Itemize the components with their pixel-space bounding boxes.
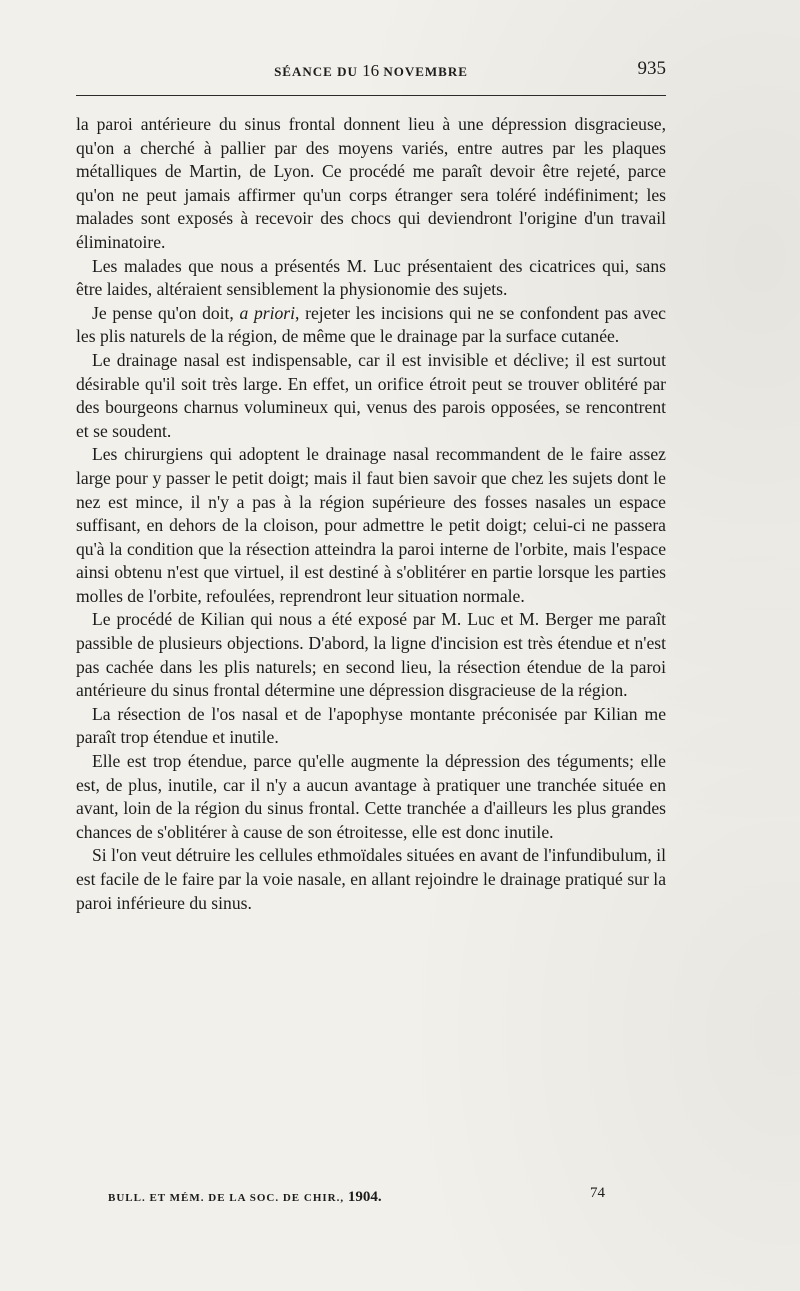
page-header (76, 58, 666, 82)
signature-mark: 74 (590, 1185, 605, 1201)
paragraph-1: la paroi antérieure du sinus frontal donnent lieu à une dépression disgracieuse, qu'on a cherché à pallier par des moyens variés, entre autres par les plaques métalliques de Martin, de Lyon. Ce procédé me paraît devoir être rejeté, parce qu'on ne peut jamais affirmer qu'un corps étranger sera toléré indéfiniment; les malades sont exposés à recevoir des chocs qui deviendront l'origine d'un travail éliminatoire. (76, 114, 666, 252)
paragraph-4: Le drainage nasal est indispensable, car il est invisible et déclive; il est surtout désirable qu'il soit très large. En effet, un orifice étroit peut se trouver oblitéré par des bourgeons charnus volumineux qui, venus des parois opposées, se rencontrent et se soudent. (76, 349, 666, 441)
paragraph-3-italic: a priori (239, 302, 296, 323)
paragraph-3 (76, 302, 666, 349)
page-number: 935 (637, 58, 666, 79)
paragraph-7: La résection de l'os nasal et de l'apophyse montante préconisée par Kilian me paraît trop étendue et inutile. (76, 703, 666, 748)
paragraph-6: Le procédé de Kilian qui nous a été exposé par M. Luc et M. Berger me paraît passible de plusieurs objections. D'abord, la ligne d'incision est très étendue et n'est pas cachée dans les plis naturels; en second lieu, la résection étendue de la paroi antérieure du sinus frontal détermine une dépression disgracieuse de la région. (76, 609, 666, 701)
running-title-a: SÉANCE DU (274, 64, 363, 79)
paragraph-5: Les chirurgiens qui adoptent le drainage nasal recommandent de le faire assez large pour y passer le petit doigt; mais il faut bien savoir que chez les sujets dont le nez est mince, il n'y a pas à la région supérieure des fosses nasales un espace suffisant, en dehors de la cloison, pour admettre le petit doigt; celui-ci ne passera qu'à la condition que la résection atteindra la paroi interne de l'orbite, mais l'espace ainsi obtenu n'est que virtuel, il est destiné à s'oblitérer en partie lorsque les parties molles de l'orbite, refoulées, reprendront leur situation normale. (76, 444, 666, 606)
page-footer (108, 1189, 628, 1206)
footer-year: 1904. (347, 1189, 382, 1205)
header-rule (76, 95, 666, 96)
paragraph-8: Elle est trop étendue, parce qu'elle augmente la dépression des téguments; elle est, de plus, inutile, car il n'y a aucun avantage à pratiquer une tranchée située en avant, loin de la région du sinus frontal. Cette tranchée a d'ailleurs les plus grandes chances de s'oblitérer à cause de son étroitesse, elle est donc inutile. (76, 751, 666, 842)
paragraph-3-a: Je pense qu'on doit, (92, 302, 240, 323)
running-title-b: NOVEMBRE (379, 64, 468, 79)
paragraph-3-b: , rejeter les incisions qui ne se confondent pas avec les plis naturels de la région, de même que le drainage par la surface cutanée. (76, 302, 666, 347)
footer-journal: BULL. ET MÉM. DE LA SOC. DE CHIR., (108, 1192, 348, 1204)
paragraph-9: Si l'on veut détruire les cellules ethmoïdales situées en avant de l'infundibulum, il est facile de le faire par la voie nasale, en allant rejoindre le drainage pratiqué sur la paroi inférieure du sinus. (76, 845, 666, 913)
body-text (76, 113, 666, 915)
running-title (76, 61, 666, 81)
paragraph-2: Les malades que nous a présentés M. Luc présentaient des cicatrices qui, sans être laides, altéraient sensiblement la physionomie des sujets. (76, 255, 666, 300)
running-title-date: 16 (362, 61, 380, 80)
